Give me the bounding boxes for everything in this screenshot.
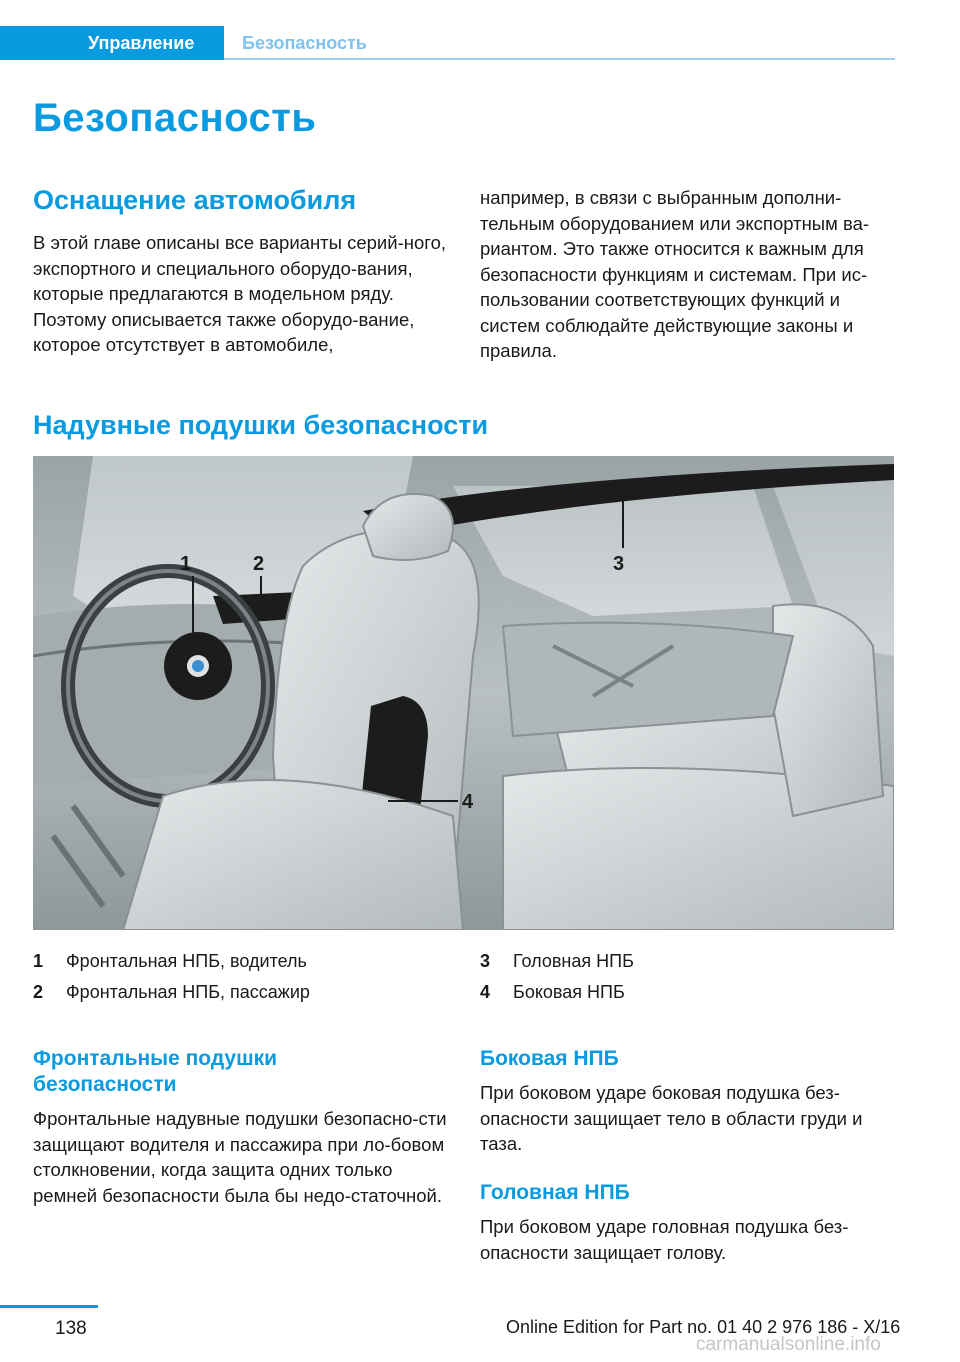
header-divider (224, 58, 895, 60)
legend-number: 2 (33, 982, 44, 1002)
section-title-airbags: Надувные подушки безопасности (33, 410, 489, 440)
legend-label: Боковая НПБ (513, 982, 625, 1002)
callout-2: 2 (253, 553, 265, 575)
callout-1: 1 (180, 553, 192, 575)
tab-safety[interactable]: Безопасность (242, 32, 367, 53)
front-airbags-title (33, 1046, 277, 1098)
side-airbag-text: При боковом ударе боковая подушка без-опасности защищает тело в области груди и таза. (480, 1082, 863, 1154)
watermark: carmanualsonline.info (696, 1334, 881, 1355)
callout-3: 3 (613, 553, 625, 575)
equipment-text-left: В этой главе описаны все варианты серий-ного, экспортного и специального оборудо-вания, которые предлагаются в модельном ряду. Поэтому описывается также оборудо-вание, которое отсутствует в автомобиле, (33, 232, 447, 355)
equipment-text-right: например, в связи с выбранным дополни-тельным оборудованием или экспортным ва-риантом. Это также относится к важным для безопасности функциям и системам. При ис-пользовании соответствующих функций и систем соблюдайте действующие законы и правила. (480, 187, 870, 361)
page-number: 138 (55, 1318, 87, 1339)
head-airbag-title: Головная НПБ (480, 1181, 630, 1204)
front-airbags-text: Фронтальные надувные подушки безопасно-сти защищают водителя и пассажира при ло-бовом столкновении, когда защита одних только ремней безопасности была бы недо-статочной. (33, 1108, 447, 1206)
footer-accent-line (0, 1305, 98, 1308)
legend-label: Фронтальная НПБ, водитель (66, 951, 307, 971)
legend-left (33, 946, 310, 1008)
section-title-equipment: Оснащение автомобиля (33, 185, 357, 215)
legend-right (480, 946, 634, 1008)
car-interior-drawing (33, 456, 894, 930)
legend-item (33, 977, 310, 1008)
callout-4: 4 (462, 791, 474, 813)
legend-number: 3 (480, 951, 491, 971)
front-airbags-title-line1: Фронтальные подушки (33, 1047, 278, 1070)
tab-controls[interactable]: Управление (0, 26, 224, 60)
edition-text: Online Edition for Part no. 01 40 2 976 186 - X/16 (506, 1317, 901, 1337)
side-airbag-title: Боковая НПБ (480, 1047, 619, 1070)
head-airbag-text: При боковом ударе головная подушка без-опасности защищает голову. (480, 1216, 849, 1263)
legend-label: Головная НПБ (513, 951, 634, 971)
page-title: Безопасность (33, 96, 317, 140)
legend-item (480, 977, 634, 1008)
front-airbags-title-line2: безопасности (33, 1073, 177, 1096)
legend-number: 4 (480, 982, 491, 1002)
legend-item (480, 946, 634, 977)
airbag-illustration (33, 456, 894, 930)
legend-label: Фронтальная НПБ, пассажир (66, 982, 310, 1002)
legend-number: 1 (33, 951, 44, 971)
legend-item (33, 946, 310, 977)
chapter-header (0, 26, 895, 62)
